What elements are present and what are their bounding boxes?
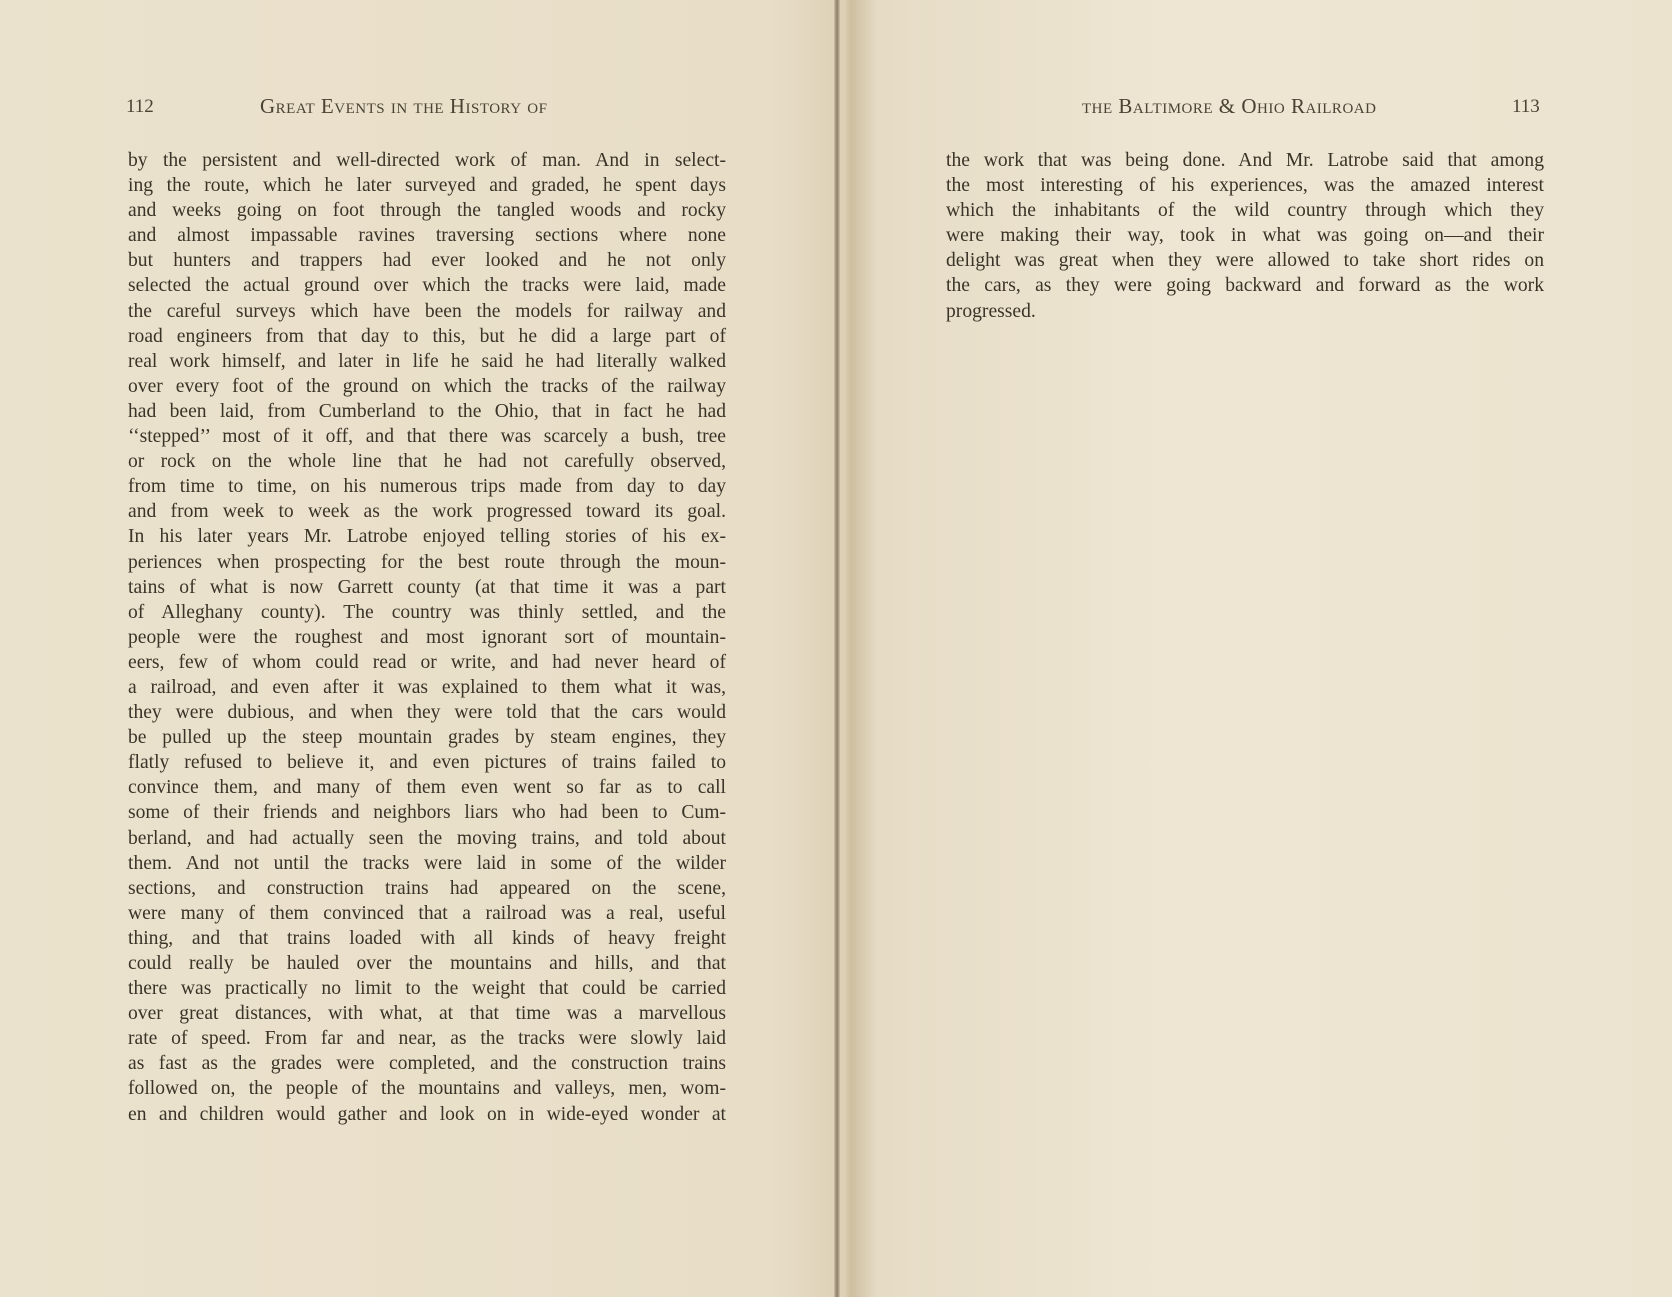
body-text <box>946 148 1544 324</box>
text-line: tains of what is now Garrett county (at that time it was a part <box>128 576 726 598</box>
text-line: as fast as the grades were completed, and the construction trains <box>128 1053 726 1075</box>
text-line: from time to time, on his numerous trips made from day to day <box>128 476 726 498</box>
text-line: over every foot of the ground on which the tracks of the railway <box>128 375 726 397</box>
text-line: eers, few of whom could read or write, and had never heard of <box>128 651 726 673</box>
text-line: selected the actual ground over which the tracks were laid, made <box>128 275 726 297</box>
text-line: en and children would gather and look on in wide-eyed wonder at <box>128 1103 726 1125</box>
text-line: delight was great when they were allowed to take short rides on <box>946 250 1544 272</box>
text-line: which the inhabitants of the wild country through which they <box>946 200 1544 222</box>
text-line: by the persistent and well-directed work of man. And in select- <box>128 150 726 171</box>
text-line: or rock on the whole line that he had not carefully observed, <box>128 451 726 473</box>
text-line: ing the route, which he later surveyed and graded, he spent days <box>128 175 726 197</box>
text-line: had been laid, from Cumberland to the Ohio, that in fact he had <box>128 400 726 422</box>
text-line: In his later years Mr. Latrobe enjoyed telling stories of his ex- <box>128 526 726 548</box>
running-head: Great Events in the History of <box>260 94 548 118</box>
text-line: progressed. <box>946 300 1036 322</box>
text-line: thing, and that trains loaded with all kinds of heavy freight <box>128 927 726 949</box>
text-line: a railroad, and even after it was explained to them what it was, <box>128 676 726 698</box>
text-line: and from week to week as the work progressed toward its goal. <box>128 501 726 523</box>
text-line: ‘‘stepped’’ most of it off, and that there was scarcely a bush, tree <box>128 426 726 448</box>
right-page <box>838 0 1672 1297</box>
text-line: they were dubious, and when they were told that the cars would <box>128 702 726 724</box>
text-line: them. And not until the tracks were laid in some of the wilder <box>128 852 726 874</box>
text-line: rate of speed. From far and near, as the tracks were slowly laid <box>128 1028 726 1050</box>
text-line: the most interesting of his experiences, was the amazed interest <box>946 175 1544 197</box>
text-line: could really be hauled over the mountains and hills, and that <box>128 953 726 974</box>
text-line: and weeks going on foot through the tangled woods and rocky <box>128 200 726 222</box>
text-line: the careful surveys which have been the models for railway and <box>128 300 726 322</box>
text-line: and almost impassable ravines traversing sections where none <box>128 225 726 247</box>
text-line: real work himself, and later in life he said he had literally walked <box>128 350 726 372</box>
text-line: be pulled up the steep mountain grades by steam engines, they <box>128 727 726 749</box>
text-line: the cars, as they were going backward and forward as the work <box>946 275 1544 297</box>
text-line: periences when prospecting for the best route through the moun- <box>128 551 726 573</box>
text-line: the work that was being done. And Mr. Latrobe said that among <box>946 150 1544 171</box>
text-line: followed on, the people of the mountains and valleys, men, wom- <box>128 1078 726 1100</box>
text-line: were making their way, took in what was going on—and their <box>946 225 1544 247</box>
text-line: there was practically no limit to the weight that could be carried <box>128 978 726 1000</box>
running-head: the Baltimore & Ohio Railroad <box>1082 94 1377 118</box>
text-line: some of their friends and neighbors liars who had been to Cum- <box>128 802 726 824</box>
page-number: 112 <box>126 96 154 117</box>
text-line: convince them, and many of them even went so far as to call <box>128 777 726 799</box>
text-line: sections, and construction trains had appeared on the scene, <box>128 877 726 899</box>
text-line: flatly refused to believe it, and even pictures of trains failed to <box>128 752 726 774</box>
body-text <box>128 148 726 1127</box>
text-line: people were the roughest and most ignorant sort of mountain- <box>128 626 726 648</box>
text-line: were many of them convinced that a railroad was a real, useful <box>128 902 726 924</box>
page-number: 113 <box>1512 96 1540 117</box>
text-line: berland, and had actually seen the moving trains, and told about <box>128 827 726 849</box>
text-line: over great distances, with what, at that time was a marvellous <box>128 1003 726 1025</box>
text-line: but hunters and trappers had ever looked and he not only <box>128 250 726 272</box>
text-line: of Alleghany county). The country was thinly settled, and the <box>128 601 726 623</box>
text-line: road engineers from that day to this, but he did a large part of <box>128 325 726 347</box>
